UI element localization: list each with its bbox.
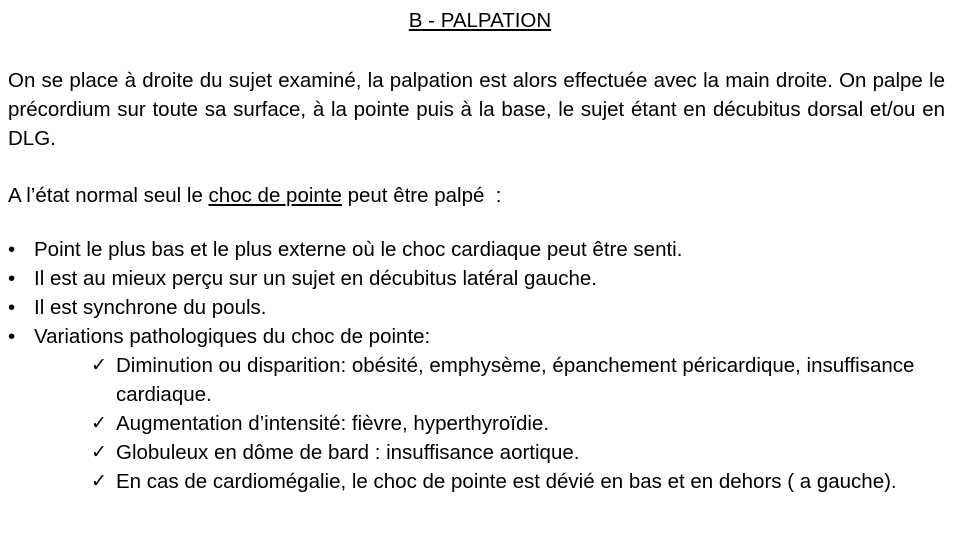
checkmark-icon: ✓ (91, 471, 107, 492)
check-text: Globuleux en dôme de bard : insuffisance aortique. (116, 441, 580, 464)
bullet-marker: • (8, 238, 16, 261)
bullet-list (8, 235, 948, 496)
bullet-marker: • (8, 296, 16, 319)
intro-paragraph: On se place à droite du sujet examiné, la palpation est alors effectuée avec la main droite. On palpe le précordium sur toute sa surface, à la pointe puis à la base, le sujet étant en décubitus dorsal et/ou en DLG. (8, 69, 945, 150)
bullet-text: Il est synchrone du pouls. (34, 296, 267, 319)
check-text: En cas de cardiomégalie, le choc de pointe est dévié en bas et en dehors ( a gauche). (116, 470, 897, 493)
bullet-text: Variations pathologiques du choc de pointe: (34, 325, 431, 348)
bullet-marker: • (8, 267, 16, 290)
bullet-text: Il est au mieux perçu sur un sujet en décubitus latéral gauche. (34, 267, 597, 290)
choc-de-pointe-underlined: choc de pointe (208, 184, 342, 207)
check-item (91, 409, 948, 438)
bullet-marker: • (8, 325, 16, 348)
check-item (91, 351, 948, 409)
checkmark-icon: ✓ (91, 355, 107, 376)
normal-state-sentence (8, 181, 945, 210)
check-list (34, 351, 948, 496)
check-item (91, 467, 948, 496)
page-title: B - PALPATION (408, 9, 552, 32)
bullet-item (8, 322, 948, 496)
checkmark-icon: ✓ (91, 442, 107, 463)
normal-state-suffix: peut être palpé : (341, 184, 502, 207)
bullet-item (8, 264, 948, 293)
bullet-item (8, 293, 948, 322)
bullet-item (8, 235, 948, 264)
checkmark-icon: ✓ (91, 413, 107, 434)
check-text: Diminution ou disparition: obésité, emphysème, épanchement péricardique, insuffisance cardiaque. (116, 354, 915, 406)
check-text: Augmentation d’intensité: fièvre, hyperthyroïdie. (116, 412, 550, 435)
bullet-text: Point le plus bas et le plus externe où le choc cardiaque peut être senti. (34, 238, 683, 261)
normal-state-prefix: A l’état normal seul le (8, 184, 209, 207)
check-item (91, 438, 948, 467)
